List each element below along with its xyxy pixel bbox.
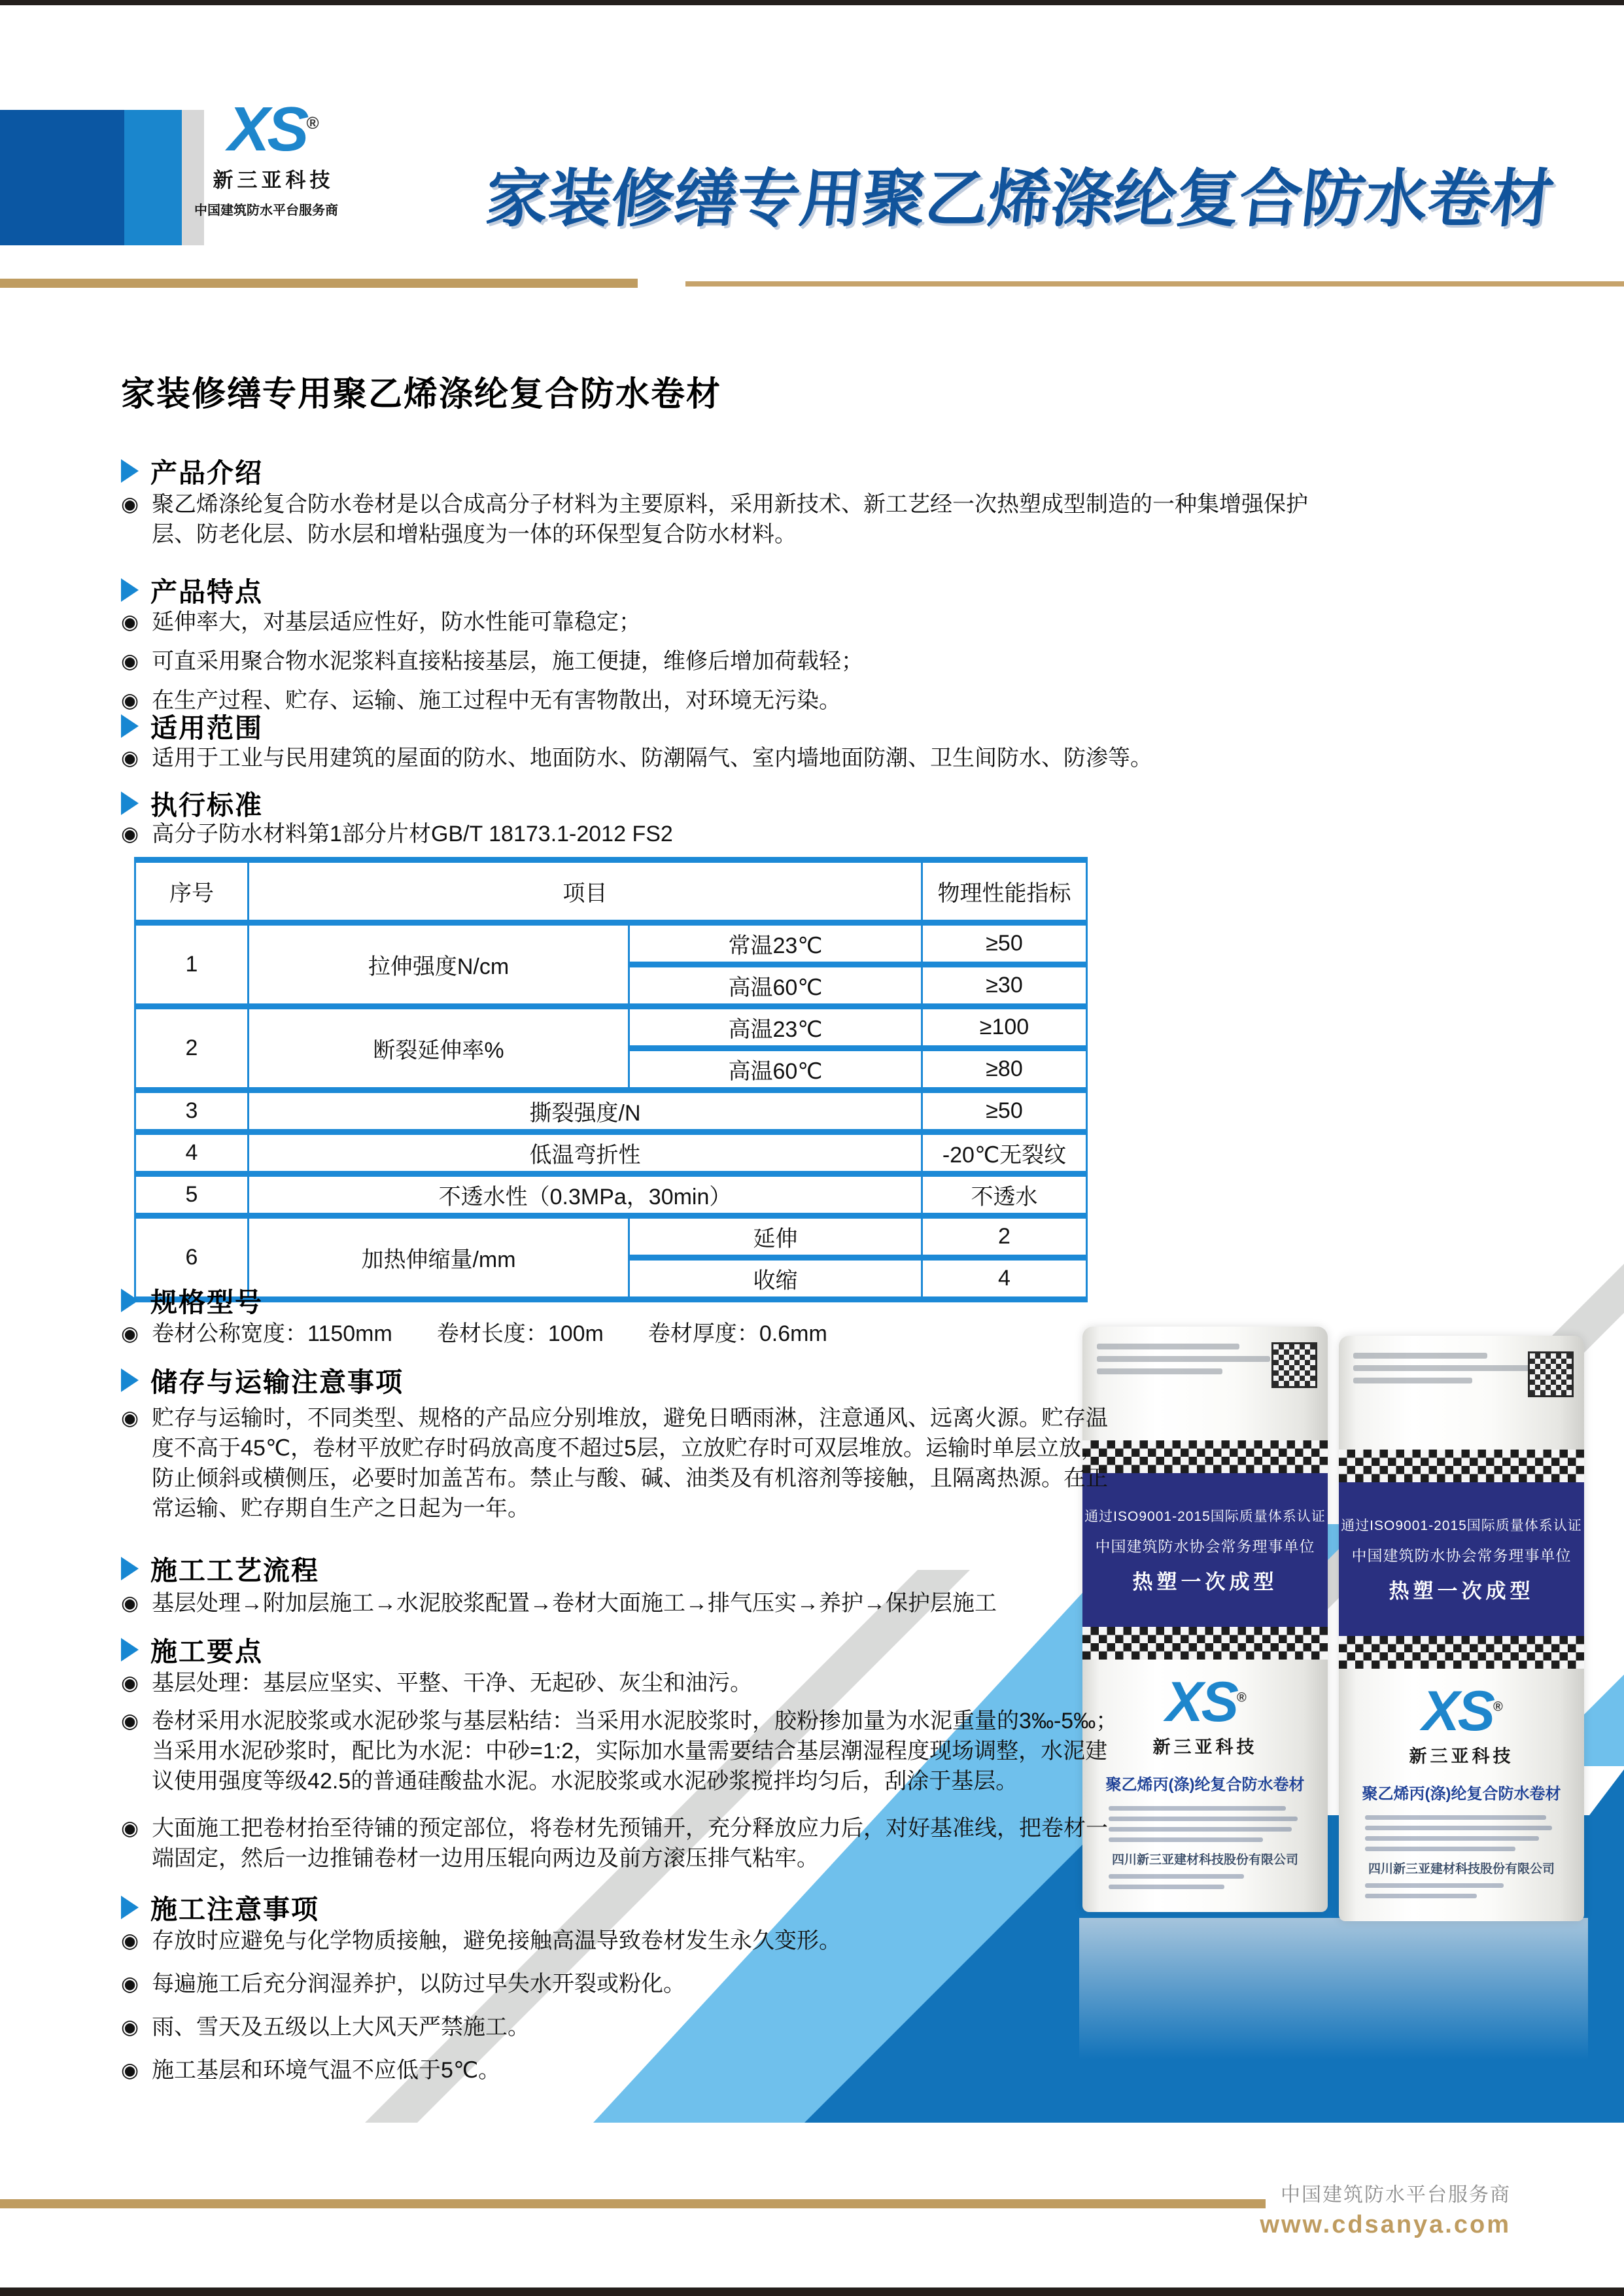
table-header-row [135, 860, 1087, 923]
section-arrow-icon [121, 1368, 139, 1392]
physical-properties-table [134, 857, 1088, 1302]
checker-band [1082, 1440, 1328, 1473]
fine-print-bar [1109, 1817, 1298, 1821]
feature-text: 可直采用聚合物水泥浆料直接粘接基层，施工便捷，维修后增加荷载轻； [152, 649, 864, 674]
bullet-icon: ◉ [121, 610, 139, 633]
table-cell: 撕裂强度/N [249, 1090, 922, 1132]
table-header-cell: 序号 [135, 860, 249, 923]
table-cell: ≥50 [922, 923, 1087, 965]
fine-print-bar [1353, 1353, 1487, 1359]
section-arrow-icon [121, 578, 139, 602]
points-item [121, 1813, 1128, 1873]
section-header-storage [121, 1361, 404, 1399]
points-text: 卷材采用水泥胶浆或水泥砂浆与基层粘结：当采用水泥胶浆时，胶粉掺加量为水泥重量的3‰-5‰；当采用水泥砂浆时，配比为水泥：中砂=1:2，实际加水量需要结合基层潮湿程度现场调整，水泥建议使用强度等级42.5的普通硅酸盐水泥。水泥胶浆或水泥砂浆搅拌均匀后，刮涂于基层。 [152, 1709, 1118, 1794]
registered-mark: ® [306, 113, 319, 133]
section-header-spec [121, 1281, 263, 1319]
fine-print-bar [1365, 1836, 1539, 1841]
logo-mark: XS [1166, 1671, 1237, 1733]
bullet-icon: ◉ [121, 1322, 139, 1345]
standard-text: 高分子防水材料第1部分片材GB/T 18173.1-2012 FS2 [152, 822, 673, 846]
table-cell: 常温23℃ [629, 923, 922, 965]
note-text: 每遍施工后充分润湿养护，以防过早失水开裂或粉化。 [152, 1972, 686, 1996]
standard-item [121, 819, 673, 849]
section-arrow-icon [121, 791, 139, 815]
logo-mark: XS [228, 94, 307, 164]
points-item [121, 1706, 1128, 1796]
bullet-icon: ◉ [121, 2015, 139, 2038]
section-header-process [121, 1549, 319, 1588]
fine-print-block [1339, 1877, 1584, 1898]
logo-mark: XS [1422, 1680, 1493, 1743]
bullet-icon: ◉ [121, 650, 139, 672]
table-cell: 不透水 [922, 1174, 1087, 1216]
table-header-cell: 物理性能指标 [922, 860, 1087, 923]
roll-brand-name: 新三亚科技 [1409, 1747, 1514, 1766]
points-text: 大面施工把卷材抬至待铺的预定部位，将卷材先预铺开，充分释放应力后，对好基准线，把卷材一端固定，然后一边推铺卷材一边用压辊向两边及前方滚压排气粘牢。 [152, 1816, 1109, 1871]
section-header-features [121, 570, 263, 609]
feature-text: 在生产过程、贮存、运输、施工过程中无有害物散出，对环境无污染。 [152, 688, 842, 713]
roll-company-name: 四川新三亚建材科技股份有限公司 [1111, 1853, 1298, 1867]
logo-brand-name: 新三亚科技 [213, 169, 334, 192]
bullet-icon: ◉ [121, 1406, 139, 1429]
roll-front-label [1339, 1669, 1584, 1921]
section-label: 执行标准 [150, 790, 263, 820]
gold-rule-right [685, 281, 1624, 287]
bullet-icon: ◉ [121, 1929, 139, 1952]
table-cell: 高温60℃ [629, 1049, 922, 1090]
feature-text: 延伸率大，对基层适应性好，防水性能可靠稳定； [152, 610, 642, 635]
roll-top-label [1082, 1327, 1328, 1440]
scope-item [121, 743, 1152, 773]
fine-print-bar [1353, 1365, 1530, 1371]
footer [1260, 2178, 1511, 2239]
footer-website-text: www.cdsanya.com [1260, 2211, 1511, 2238]
section-label: 施工工艺流程 [150, 1556, 319, 1586]
note-text: 施工基层和环境气温不应低于5℃。 [152, 2058, 501, 2083]
spec-item [121, 1319, 827, 1349]
roll-navy-panel [1082, 1473, 1328, 1627]
section-label: 产品介绍 [150, 458, 263, 488]
iso-certification-text: 通过ISO9001-2015国际质量体系认证 [1084, 1508, 1326, 1524]
page-top-bar [0, 0, 1624, 5]
section-header-scope [121, 706, 263, 745]
gold-rule-left [0, 279, 638, 288]
fine-print-bar [1097, 1356, 1270, 1362]
table-row [135, 1174, 1087, 1216]
notes-list [121, 1926, 841, 2085]
table-cell: 4 [135, 1132, 249, 1174]
fine-print-bar [1109, 1827, 1292, 1832]
header-main-title: 家装修缮专用聚乙烯涤纶复合防水卷材 [482, 164, 1557, 234]
section-header-points [121, 1630, 263, 1669]
table-row [135, 923, 1087, 965]
storage-paragraph [121, 1403, 1109, 1523]
registered-mark: ® [1236, 1690, 1245, 1705]
roll-navy-panel [1339, 1482, 1584, 1636]
header-color-block-gray [182, 110, 204, 245]
page-title: 家装修缮专用聚乙烯涤纶复合防水卷材 [121, 375, 722, 413]
roll-company-name: 四川新三亚建材科技股份有限公司 [1368, 1862, 1555, 1876]
bullet-icon: ◉ [121, 746, 139, 769]
iso-certification-text: 通过ISO9001-2015国际质量体系认证 [1341, 1518, 1582, 1533]
table-row [135, 1132, 1087, 1174]
table-cell: ≥80 [922, 1049, 1087, 1090]
association-text: 中国建筑防水协会常务理事单位 [1095, 1537, 1315, 1555]
table-header-cell: 项目 [249, 860, 922, 923]
table-cell: 拉伸强度N/cm [249, 923, 629, 1007]
checker-band [1339, 1636, 1584, 1669]
company-logo [194, 94, 339, 218]
table-cell: 2 [922, 1216, 1087, 1258]
fine-print-bar [1365, 1883, 1504, 1888]
table-cell: 4 [922, 1258, 1087, 1300]
section-header-standard [121, 784, 263, 822]
list-item [121, 2055, 841, 2085]
section-arrow-icon [121, 1289, 139, 1312]
fine-print-bar [1109, 1885, 1224, 1889]
table-cell: 断裂延伸率% [249, 1007, 629, 1090]
fine-print-bar [1365, 1815, 1546, 1820]
intro-text: 聚乙烯涤纶复合防水卷材是以合成高分子材料为主要原料，采用新技术、新工艺经一次热塑成型制造的一种集增强保护层、防老化层、防水层和增粘强度为一体的环保型复合防水材料。 [152, 492, 1309, 547]
section-arrow-icon [121, 1896, 139, 1919]
table-cell: ≥50 [922, 1090, 1087, 1132]
section-label: 规格型号 [150, 1287, 263, 1317]
fine-print-block [1339, 1803, 1584, 1851]
header-color-block-light [124, 110, 182, 245]
roll-top-label [1339, 1336, 1584, 1450]
points-text: 基层处理：基层应坚实、平整、干净、无起砂、灰尘和油污。 [152, 1671, 753, 1696]
table-cell: 延伸 [629, 1216, 922, 1258]
logo-tagline: 中国建筑防水平台服务商 [194, 203, 338, 218]
roll-reflection [1079, 1918, 1588, 2114]
list-item [121, 607, 863, 637]
table-row [135, 1216, 1087, 1258]
note-text: 存放时应避免与化学物质接触，避免接触高温导致卷材发生永久变形。 [152, 1928, 842, 1953]
list-item [121, 646, 863, 676]
fine-print-bar [1365, 1847, 1515, 1851]
table-row [135, 1007, 1087, 1049]
bullet-icon: ◉ [121, 493, 139, 515]
footer-gold-bar [0, 2199, 1266, 2208]
table-cell: 低温弯折性 [249, 1132, 922, 1174]
table-cell: ≥100 [922, 1007, 1087, 1049]
fine-print-bar [1109, 1806, 1286, 1811]
molding-text: 热塑一次成型 [1132, 1570, 1278, 1593]
molding-text: 热塑一次成型 [1389, 1579, 1534, 1603]
section-arrow-icon [121, 1638, 139, 1661]
scope-text: 适用于工业与民用建筑的屋面的防水、地面防水、防潮隔气、室内墙地面防潮、卫生间防水、防渗等。 [152, 746, 1153, 771]
footer-provider-text: 中国建筑防水平台服务商 [1281, 2184, 1511, 2206]
page-bottom-bar [0, 2287, 1624, 2296]
note-text: 雨、雪天及五级以上大风天严禁施工。 [152, 2015, 530, 2040]
registered-mark: ® [1493, 1699, 1501, 1714]
section-header-intro [121, 451, 263, 490]
bullet-icon: ◉ [121, 1671, 139, 1694]
bullet-icon: ◉ [121, 822, 139, 845]
list-item [121, 1969, 841, 1999]
fine-print-bar [1365, 1894, 1477, 1898]
association-text: 中国建筑防水协会常务理事单位 [1351, 1546, 1572, 1564]
roll-product-name: 聚乙烯丙(涤)纶复合防水卷材 [1362, 1785, 1561, 1803]
table-cell: 6 [135, 1216, 249, 1300]
points-item [121, 1668, 752, 1698]
section-label: 产品特点 [150, 577, 263, 607]
section-label: 适用范围 [150, 713, 263, 743]
section-arrow-icon [121, 459, 139, 483]
spec-text: 卷材公称宽度：1150mm 卷材长度：100m 卷材厚度：0.6mm [152, 1321, 827, 1346]
fine-print-bar [1353, 1378, 1472, 1383]
section-label: 施工注意事项 [150, 1894, 319, 1924]
section-arrow-icon [121, 1557, 139, 1580]
process-item [121, 1588, 997, 1618]
section-label: 施工要点 [150, 1637, 263, 1667]
product-roll-image [1339, 1336, 1584, 1921]
list-item [121, 2012, 841, 2042]
fine-print-bar [1109, 1837, 1263, 1842]
header-color-block-dark [0, 110, 124, 245]
table-cell: 加热伸缩量/mm [249, 1216, 629, 1300]
xs-logo-icon [1339, 1680, 1584, 1743]
table-cell: 收缩 [629, 1258, 922, 1300]
table-cell: -20℃无裂纹 [922, 1132, 1087, 1174]
bullet-icon: ◉ [121, 1709, 139, 1732]
table-cell: 高温60℃ [629, 965, 922, 1007]
table-cell: 不透水性（0.3MPa，30min） [249, 1174, 922, 1216]
table-cell: 1 [135, 923, 249, 1007]
intro-paragraph [121, 489, 1311, 549]
section-arrow-icon [121, 714, 139, 738]
checker-band [1339, 1450, 1584, 1482]
bullet-icon: ◉ [121, 1817, 139, 1839]
bullet-icon: ◉ [121, 2059, 139, 2081]
table-cell: 2 [135, 1007, 249, 1090]
table-cell: 5 [135, 1174, 249, 1216]
bullet-icon: ◉ [121, 1972, 139, 1995]
section-label: 储存与运输注意事项 [150, 1367, 404, 1397]
checker-band [1082, 1627, 1328, 1660]
table-cell: ≥30 [922, 965, 1087, 1007]
bullet-icon: ◉ [121, 689, 139, 712]
process-text: 基层处理→附加层施工→水泥胶浆配置→卷材大面施工→排气压实→养护→保护层施工 [152, 1591, 997, 1616]
fine-print-bar [1097, 1344, 1239, 1349]
fine-print-bar [1097, 1368, 1222, 1374]
table-cell: 高温23℃ [629, 1007, 922, 1049]
table-cell: 3 [135, 1090, 249, 1132]
qr-code-icon [1271, 1342, 1317, 1388]
list-item [121, 1926, 841, 1956]
bullet-icon: ◉ [121, 1592, 139, 1614]
section-header-notes [121, 1888, 319, 1926]
fine-print-bar [1365, 1826, 1552, 1830]
xs-logo-icon [208, 94, 339, 164]
fine-print-bar [1109, 1874, 1244, 1879]
table-row [135, 1090, 1087, 1132]
qr-code-icon [1528, 1351, 1574, 1397]
roll-product-name: 聚乙烯丙(涤)纶复合防水卷材 [1105, 1776, 1305, 1794]
roll-brand-name: 新三亚科技 [1152, 1737, 1258, 1757]
storage-text: 贮存与运输时，不同类型、规格的产品应分别堆放，避免日晒雨淋，注意通风、远离火源。贮存温度不高于45℃，卷材平放贮存时码放高度不超过5层，立放贮存时可双层堆放。运输时单层立放，防止倾斜或横侧压，必要时加盖苫布。禁止与酸、碱、油类及有机溶剂等接触，且隔离热源。在正常运输、贮存期自生产之日起为一年。 [152, 1406, 1109, 1521]
